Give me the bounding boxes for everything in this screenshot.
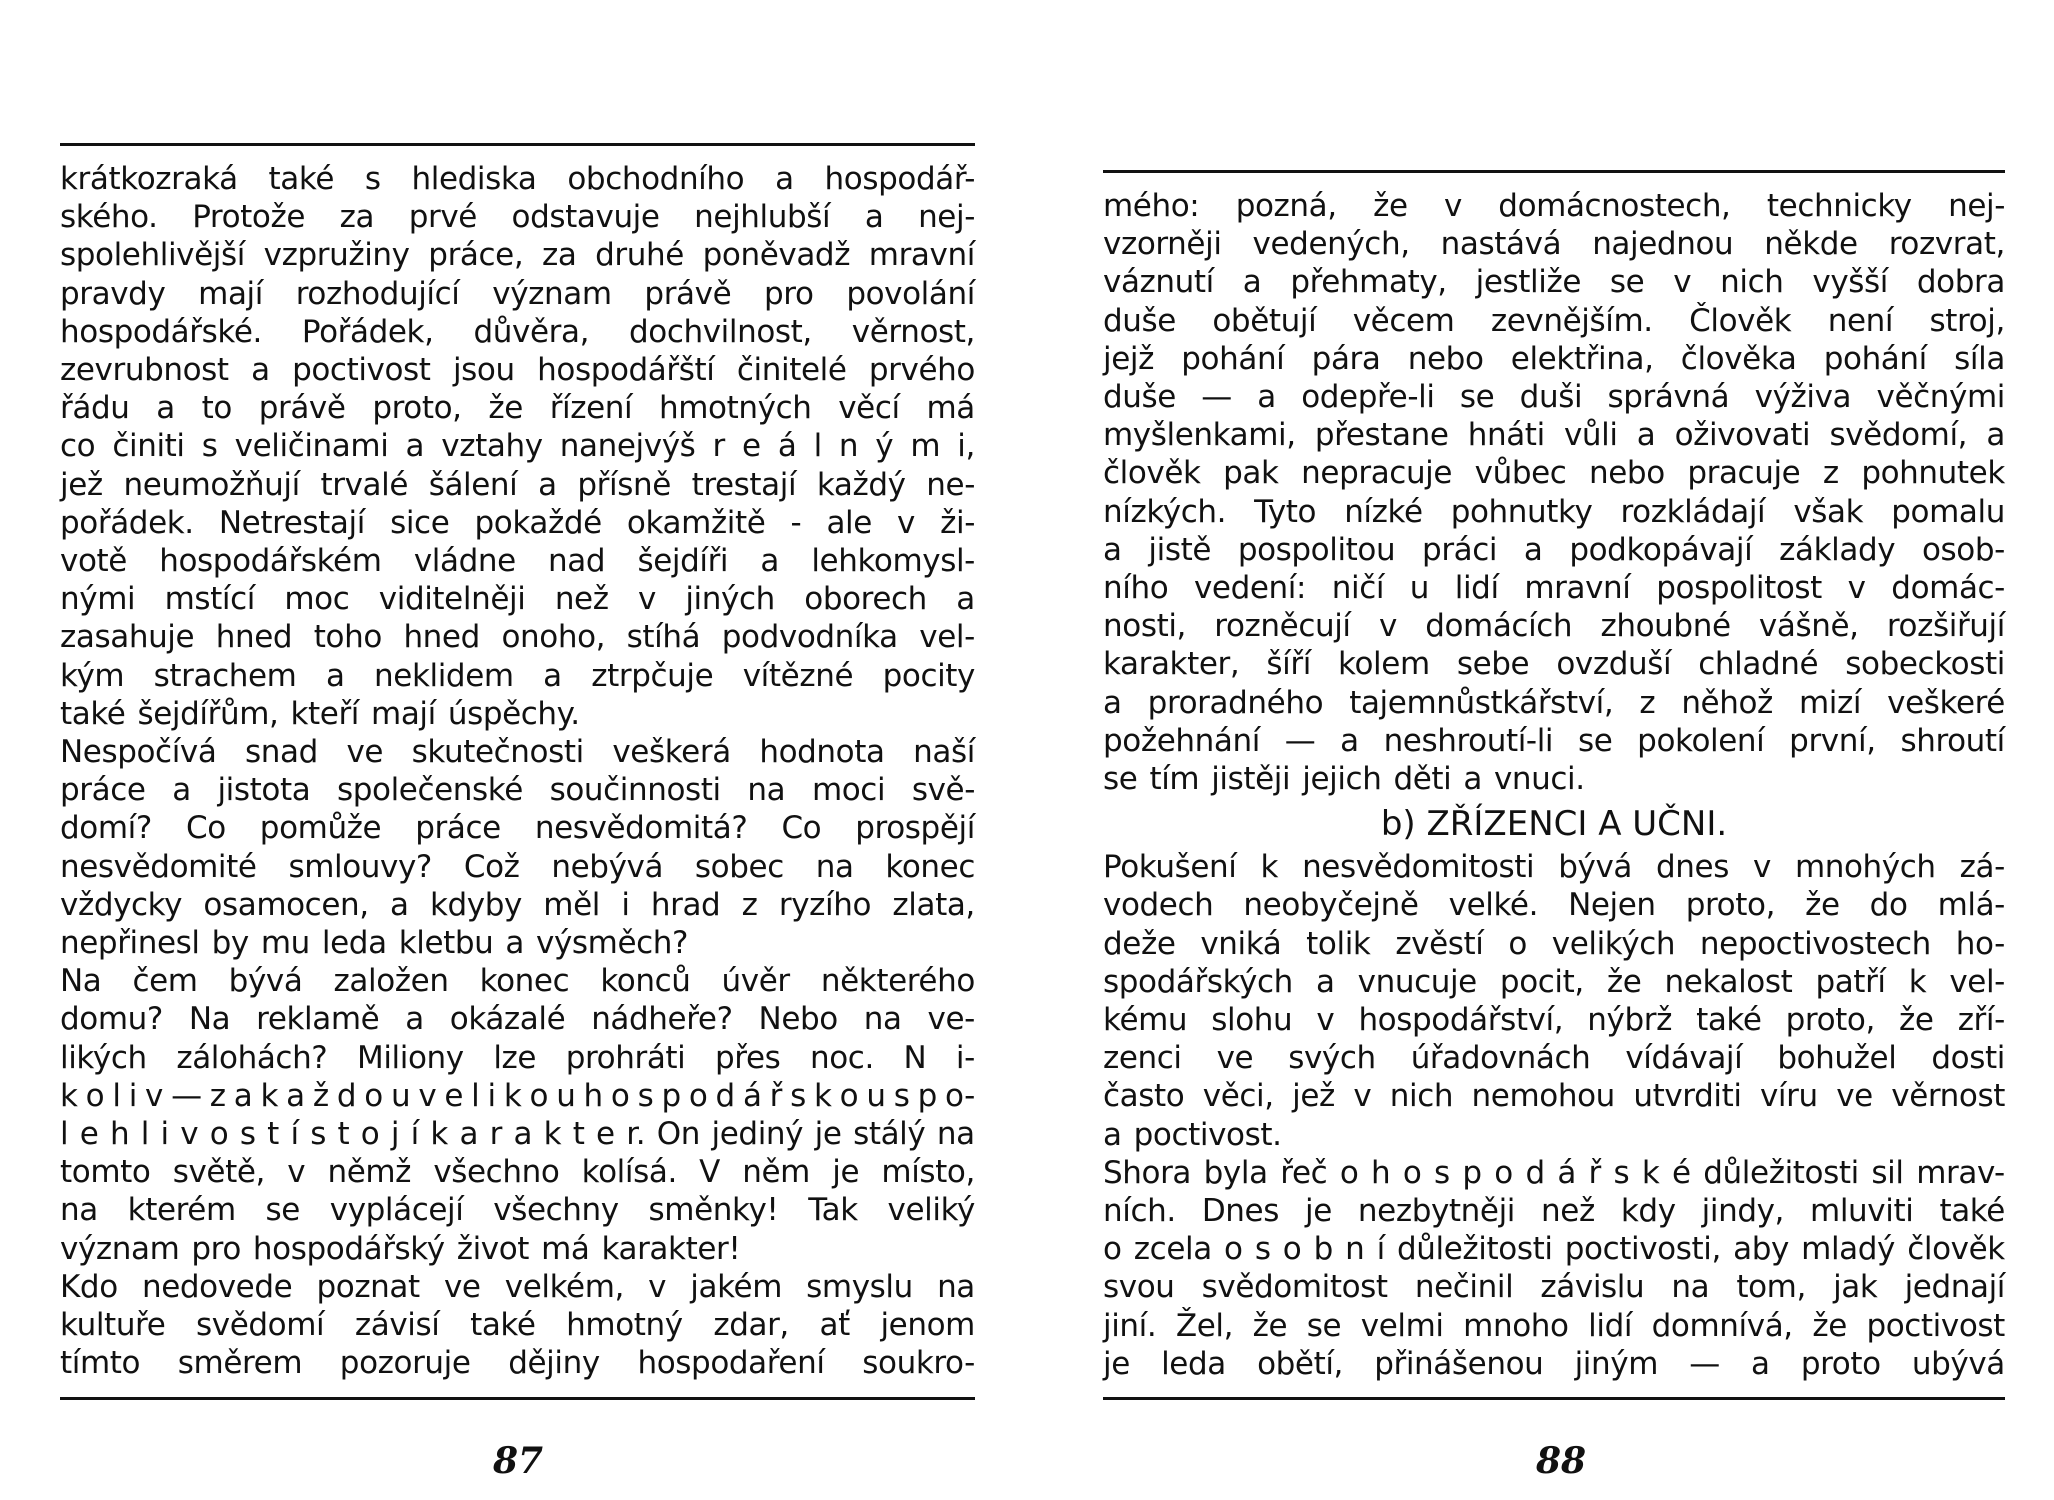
text-line: ního vedení: ničí u lidí mravní pospolitost v domác- [1103,570,2005,607]
text-line: význam pro hospodářský život má karakter! [60,1230,741,1267]
text-line: je leda obětí, přinášenou jiným — a proto ubývá [1103,1345,2005,1382]
text-line: ních. Dnes je nezbytněji než kdy jindy, mluviti také [1103,1193,2005,1230]
text-line: kému slohu v hospodářství, nýbrž také proto, že zří- [1103,1002,2005,1039]
page-number: 88 [1536,1440,1587,1482]
bottom-rule [60,1397,975,1400]
text-line: jejž pohání pára nebo elektřina, člověka pohání síla [1103,340,2005,377]
text-line: a poctivost. [1103,1116,1282,1153]
text-line: nosti, rozněcují v domácích zhoubné vášně, rozšiřují [1103,608,2005,645]
text-line: co činiti s veličinami a vztahy nanejvýš r e á l n ý m i, [60,428,975,465]
text-line: zasahuje hned toho hned onoho, stíhá podvodníka vel- [60,619,975,656]
text-line: duše — a odepře-li se duši správná výživa věčnými [1103,379,2005,416]
text-line: a jistě pospolitou práci a podkopávají základy osob- [1103,531,2005,568]
text-line: pravdy mají rozhodující význam právě pro povolání [60,275,975,312]
text-line: práce a jistota společenské součinnosti na moci svě- [60,772,975,809]
text-line: nízkých. Tyto nízké pohnutky rozkládají však pomalu [1103,493,2005,530]
text-line: svou svědomitost nečinil závislu na tom, jak jednají [1103,1269,2005,1306]
text-line: domí? Co pomůže práce nesvědomitá? Co prospějí [60,810,975,847]
text-line: l e h l i v o s t í s t o j í k a r a k t e r. On jediný je stálý na [60,1116,975,1153]
text-line: kým strachem a neklidem a ztrpčuje vítězné pocity [60,657,975,694]
text-line: vždycky osamocen, a kdyby měl i hrad z ryzího zlata, [60,886,975,923]
text-line: často věci, jež v nich nemohou utvrditi víru ve věrnost [1103,1078,2005,1115]
text-line: k o l i v — z a k a ž d o u v e l i k o u h o s p o d á ř s k o u s p o- [60,1077,975,1114]
text-line: tímto směrem pozoruje dějiny hospodaření soukro- [60,1345,975,1382]
text-line: mého: pozná, že v domácnostech, technicky nej- [1103,188,2005,224]
text-line: Na čem bývá založen konec konců úvěr některého [60,963,975,1000]
right-page [1103,170,2005,1400]
text-line: spolehlivější vzpružiny práce, za druhé poněvadž mravní [60,237,975,274]
text-line: vodech neobyčejně velké. Nejen proto, že do mlá- [1103,887,2005,924]
text-line: deže vniká tolik zvěstí o velikých nepoctivostech ho- [1103,925,2005,962]
text-line: kultuře svědomí závisí také hmotný zdar, ať jenom [60,1307,975,1344]
text-line: tomto světě, v němž všechno kolísá. V něm je místo, [60,1154,975,1191]
text-line: hospodářské. Pořádek, důvěra, dochvilnost, věrnost, [60,313,975,350]
text-line: váznutí a přehmaty, jestliže se v nich vyšší dobra [1103,264,2005,301]
page-text [1103,173,2005,798]
text-line: myšlenkami, přestane hnáti vůli a oživovati svědomí, a [1103,417,2005,454]
text-line: nepřinesl by mu leda kletbu a výsměch? [60,925,689,962]
page-number: 87 [493,1440,544,1482]
text-line: jež neumožňují trvalé šálení a přísně trestají každý ne- [60,466,975,503]
page-text [60,146,975,1397]
text-line: krátkozraká také s hlediska obchodního a hospodář- [60,161,975,197]
text-line: duše obětují věcem zevnějším. Člověk není stroj, [1103,302,2005,339]
text-line: o zcela o s o b n í důležitosti poctivosti, aby mladý člověk [1103,1231,2005,1268]
text-line: Pokušení k nesvědomitosti bývá dnes v mnohých zá- [1103,849,2005,886]
text-line: na kterém se vyplácejí všechny směnky! Tak veliký [60,1192,975,1229]
text-line: vzorněji vedených, nastává najednou někde rozvrat, [1103,226,2005,263]
text-line: nesvědomité smlouvy? Což nebývá sobec na konec [60,848,975,885]
text-line: jiní. Žel, že se velmi mnoho lidí domnívá, že poctivost [1103,1307,2005,1344]
text-line: Shora byla řeč o h o s p o d á ř s k é důležitosti sil mrav- [1103,1154,2005,1191]
text-line: ského. Protože za prvé odstavuje nejhlubší a nej- [60,199,975,236]
text-line: také šejdířům, kteří mají úspěchy. [60,695,580,732]
text-line: a proradného tajemnůstkářství, z něhož mizí veškeré [1103,684,2005,721]
text-line: požehnání — a neshroutí-li se pokolení první, shroutí [1103,722,2005,759]
text-line: spodářských a vnucuje pocit, že nekalost patří k vel- [1103,963,2005,1000]
text-line: se tím jistěji jejich děti a vnuci. [1103,761,1585,798]
text-line: likých zálohách? Miliony lze prohráti přes noc. N i- [60,1039,975,1076]
left-page [60,143,975,1400]
text-line: Kdo nedovede poznat ve velkém, v jakém smyslu na [60,1268,975,1305]
text-line: člověk pak nepracuje vůbec nebo pracuje z pohnutek [1103,455,2005,492]
text-line: Nespočívá snad ve skutečnosti veškerá hodnota naší [60,734,975,771]
text-line: karakter, šíří kolem sebe ovzduší chladné sobeckosti [1103,646,2005,683]
text-line: nými mstící moc viditelněji než v jiných oborech a [60,581,975,618]
text-line: řádu a to právě proto, že řízení hmotných věcí má [60,390,975,427]
text-line: domu? Na reklamě a okázalé nádheře? Nebo na ve- [60,1001,975,1038]
text-line: zevrubnost a poctivost jsou hospodářští činitelé prvého [60,352,975,389]
bottom-rule [1103,1397,2005,1400]
section-heading: b) ZŘÍZENCI A UČNI. [1380,804,1728,845]
text-line: votě hospodářském vládne nad šejdíři a lehkomysl- [60,543,975,580]
text-line: pořádek. Netrestají sice pokaždé okamžitě - ale v ži- [60,504,975,541]
text-line: zenci ve svých úřadovnách vídávají bohužel dosti [1103,1040,2005,1077]
page-text [1103,848,2005,1397]
